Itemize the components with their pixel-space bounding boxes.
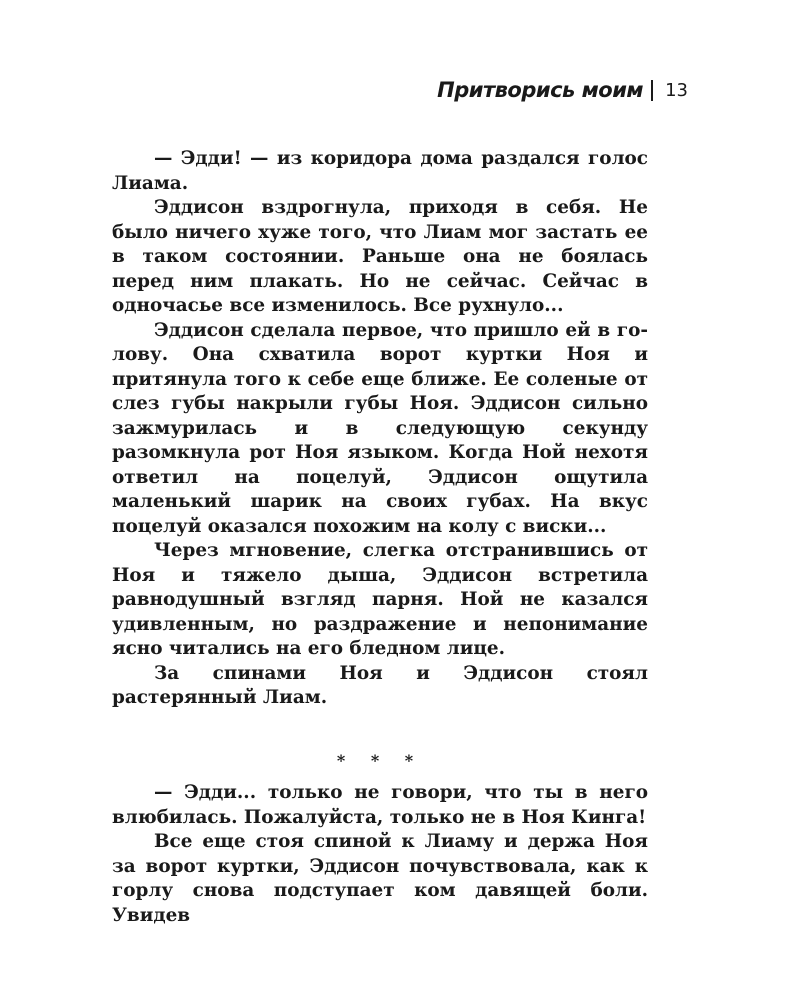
page-header [437, 78, 688, 102]
body-text [112, 147, 648, 928]
paragraph: Эддисон вздрогнула, приходя в себя. Не было ничего хуже того, что Лиам мог застать ее в таком состоянии. Раньше она не боялась перед ним плакать. Но не сейчас. Сейчас в одночасье все изменилось. Все рухнуло... [112, 197, 648, 316]
paragraph: Эддисон сделала первое, что пришло ей в голову. Она схватила ворот куртки Ноя и притянула того к себе еще ближе. Ее соленые от слез губы накрыли губы Ноя. Эддисон сильно зажмурилась и в следующую секунду разомкнула рот Ноя языком. Когда Ной нехотя ответил на поцелуй, Эддисон ощутила маленький шарик на своих губах. На вкус поцелуй оказался похожим на колу с виски... [112, 319, 648, 537]
paragraph: Все еще стоя спиной к Лиаму и держа Ноя за ворот куртки, Эддисон почувствовала, как к горлу снова подступает ком давящей боли. Увидев [112, 831, 648, 926]
page-number: 13 [665, 79, 688, 101]
running-title: Притворись моим [437, 78, 644, 102]
paragraph: За спинами Ноя и Эддисон стоял растерянный Лиам. [112, 662, 648, 708]
header-separator [651, 80, 653, 101]
scene-break: * * * [336, 750, 424, 770]
paragraph: — Эдди... только не говори, что ты в него влюбилась. Пожалуйста, только не в Ноя Кинга! [112, 782, 648, 828]
paragraph: — Эдди! — из коридора дома раздался голос Лиама. [112, 148, 648, 194]
paragraph: Через мгновение, слегка отстранившись от Ноя и тяжело дыша, Эддисон встретила равнодушный взгляд парня. Ной не казался удивленным, но раздражение и непонимание ясно читались на его бледном лице. [112, 540, 648, 659]
